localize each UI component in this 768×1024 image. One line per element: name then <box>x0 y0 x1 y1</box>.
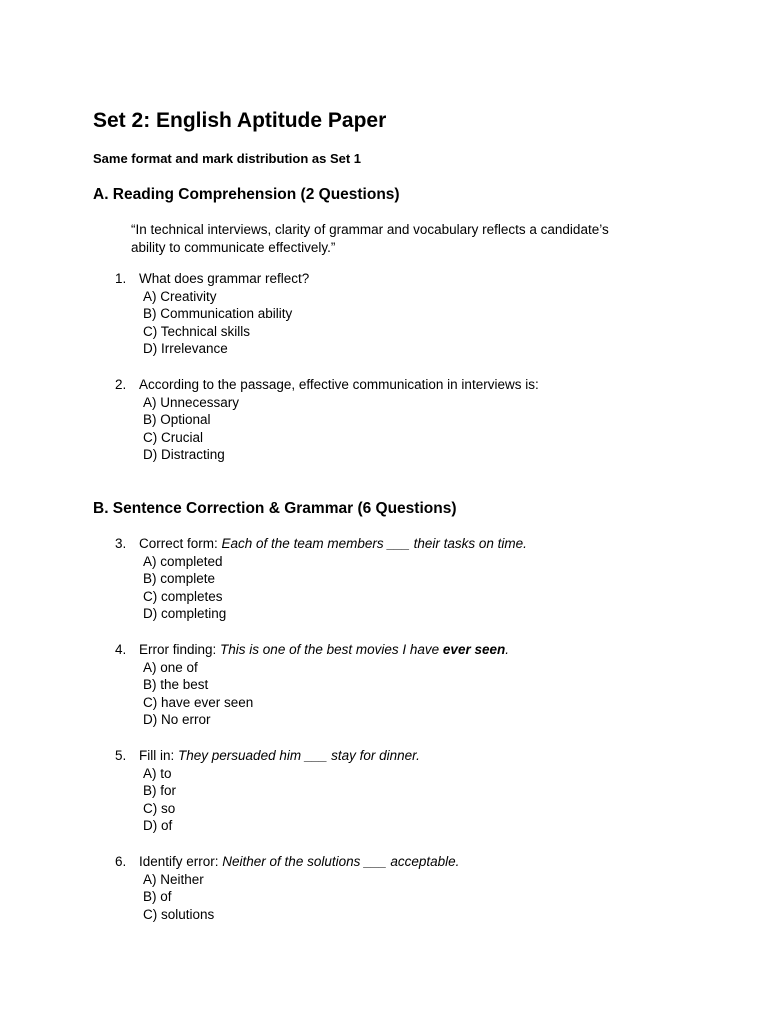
question-number: 2. <box>115 377 127 392</box>
answer-option: B) complete <box>143 571 216 587</box>
section-a-heading: A. Reading Comprehension (2 Questions) <box>93 186 400 203</box>
question-sentence: They persuaded him ___ stay for dinner. <box>178 748 420 763</box>
answer-option: D) completing <box>143 606 227 622</box>
answer-option: A) Creativity <box>143 288 217 304</box>
answer-option: D) Distracting <box>143 447 225 463</box>
question-suffix: . <box>505 642 509 657</box>
reading-passage <box>131 221 651 256</box>
highlighted-phrase: ever seen <box>442 642 506 657</box>
answer-option: A) Unnecessary <box>143 394 240 410</box>
answer-option: D) of <box>143 818 173 834</box>
page-title: Set 2: English Aptitude Paper <box>93 109 387 132</box>
question-3 <box>115 535 715 623</box>
question-2 <box>115 376 715 464</box>
answer-option: C) Crucial <box>143 429 204 445</box>
passage-line: “In technical interviews, clarity of grammar and vocabulary reflects a candidate’s <box>131 222 609 237</box>
answer-option: B) of <box>143 889 172 905</box>
answer-option: D) Irrelevance <box>143 341 228 357</box>
question-text: According to the passage, effective communication in interviews is: <box>139 377 539 392</box>
question-stem <box>115 853 715 871</box>
page-subtitle: Same format and mark distribution as Set 1 <box>93 151 362 166</box>
question-4 <box>115 641 715 729</box>
section-b-heading: B. Sentence Correction & Grammar (6 Questions) <box>93 500 457 517</box>
question-5 <box>115 747 715 835</box>
question-stem <box>115 270 715 288</box>
question-sentence: Neither of the solutions ___ acceptable. <box>222 854 460 869</box>
question-number: 1. <box>115 271 127 286</box>
answer-option: D) No error <box>143 712 211 728</box>
question-number: 6. <box>115 854 127 869</box>
question-prefix: Error finding: <box>139 642 221 657</box>
question-prefix: Fill in: <box>139 748 179 763</box>
answer-option: A) completed <box>143 553 223 569</box>
answer-option: C) so <box>143 800 176 816</box>
question-sentence: This is one of the best movies I have <box>220 642 443 657</box>
answer-option: B) for <box>143 783 177 799</box>
question-stem <box>115 747 715 765</box>
answer-option: C) completes <box>143 588 223 604</box>
answer-option: C) Technical skills <box>143 323 251 339</box>
question-sentence: Each of the team members ___ their tasks on time. <box>221 536 527 551</box>
question-prefix: Identify error: <box>139 854 223 869</box>
answer-option: C) solutions <box>143 906 215 922</box>
answer-option: A) one of <box>143 659 198 675</box>
answer-option: B) Optional <box>143 412 211 428</box>
answer-option: A) Neither <box>143 871 204 887</box>
question-number: 3. <box>115 536 127 551</box>
passage-line: ability to communicate effectively.” <box>131 239 336 255</box>
question-number: 5. <box>115 748 127 763</box>
question-1 <box>115 270 715 358</box>
answer-option: B) the best <box>143 677 209 693</box>
question-stem <box>115 376 715 394</box>
answer-option: C) have ever seen <box>143 694 254 710</box>
question-text: What does grammar reflect? <box>139 271 310 286</box>
answer-option: A) to <box>143 765 172 781</box>
answer-option: B) Communication ability <box>143 306 293 322</box>
question-stem <box>115 535 715 553</box>
question-stem <box>115 641 715 659</box>
question-prefix: Correct form: <box>139 536 222 551</box>
question-6 <box>115 853 715 923</box>
question-number: 4. <box>115 642 127 657</box>
